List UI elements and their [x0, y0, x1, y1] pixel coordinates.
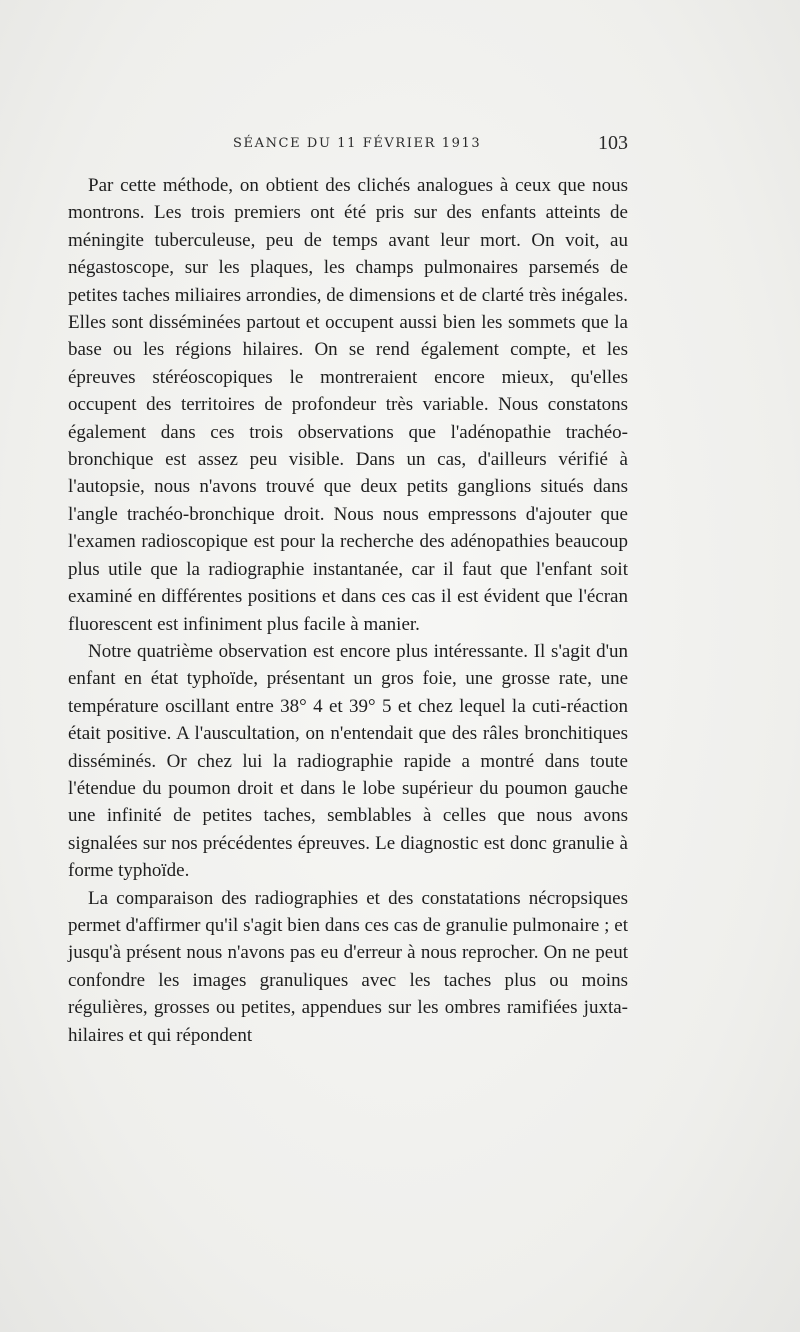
page-header — [68, 132, 628, 158]
body-text — [68, 172, 628, 1049]
paragraph: La comparaison des radiographies et des constatations nécropsiques permet d'affirmer qu'il s'agit bien dans ces cas de granulie pulmonaire ; et jusqu'à présent nous n'avons pas eu d'erreur à nous reprocher. On ne peut confondre les images granuliques avec les taches plus ou moins régulières, grosses ou petites, appendues sur les ombres ramifiées juxta-hilaires et qui répondent — [68, 887, 628, 1046]
paragraph: Notre quatrième observation est encore plus intéressante. Il s'agit d'un enfant en état typhoïde, présentant un gros foie, une grosse rate, une température oscillant entre 38° 4 et 39° 5 et chez lequel la cuti-réaction était positive. A l'auscultation, on n'entendait que des râles bronchitiques disséminés. Or chez lui la radiographie rapide a montré dans toute l'étendue du poumon droit et dans le lobe supérieur du poumon gauche une infinité de petites taches, semblables à celles que nous avons signalées sur nos précédentes épreuves. Le diagnostic est donc granulie à forme typhoïde. — [68, 640, 628, 882]
page-number: 103 — [598, 132, 628, 154]
running-head: SÉANCE DU 11 FÉVRIER 1913 — [233, 136, 482, 151]
paragraph: Par cette méthode, on obtient des clichés analogues à ceux que nous montrons. Les trois premiers ont été pris sur des enfants atteints de méningite tuberculeuse, peu de temps avant leur mort. On voit, au négastoscope, sur les plaques, les champs pulmonaires parsemés de petites taches miliaires arrondies, de dimensions et de clarté très inégales. Elles sont disséminées partout et occupent aussi bien les sommets que la base ou les régions hilaires. On se rend également compte, et les épreuves stéréoscopiques le montreraient encore mieux, qu'elles occupent des territoires de profondeur très variable. Nous constatons également dans ces trois observations que l'adénopathie trachéo-bronchique est assez peu visible. Dans un cas, d'ailleurs vérifié à l'autopsie, nous n'avons trouvé que deux petits ganglions situés dans l'angle trachéo-bronchique droit. Nous nous empressons d'ajouter que l'examen radioscopique est pour la recherche des adénopathies beaucoup plus utile que la radiographie instantanée, car il faut que l'enfant soit examiné en différentes positions et dans ces cas il est évident que l'écran fluorescent est infiniment plus facile à manier. — [68, 175, 628, 635]
